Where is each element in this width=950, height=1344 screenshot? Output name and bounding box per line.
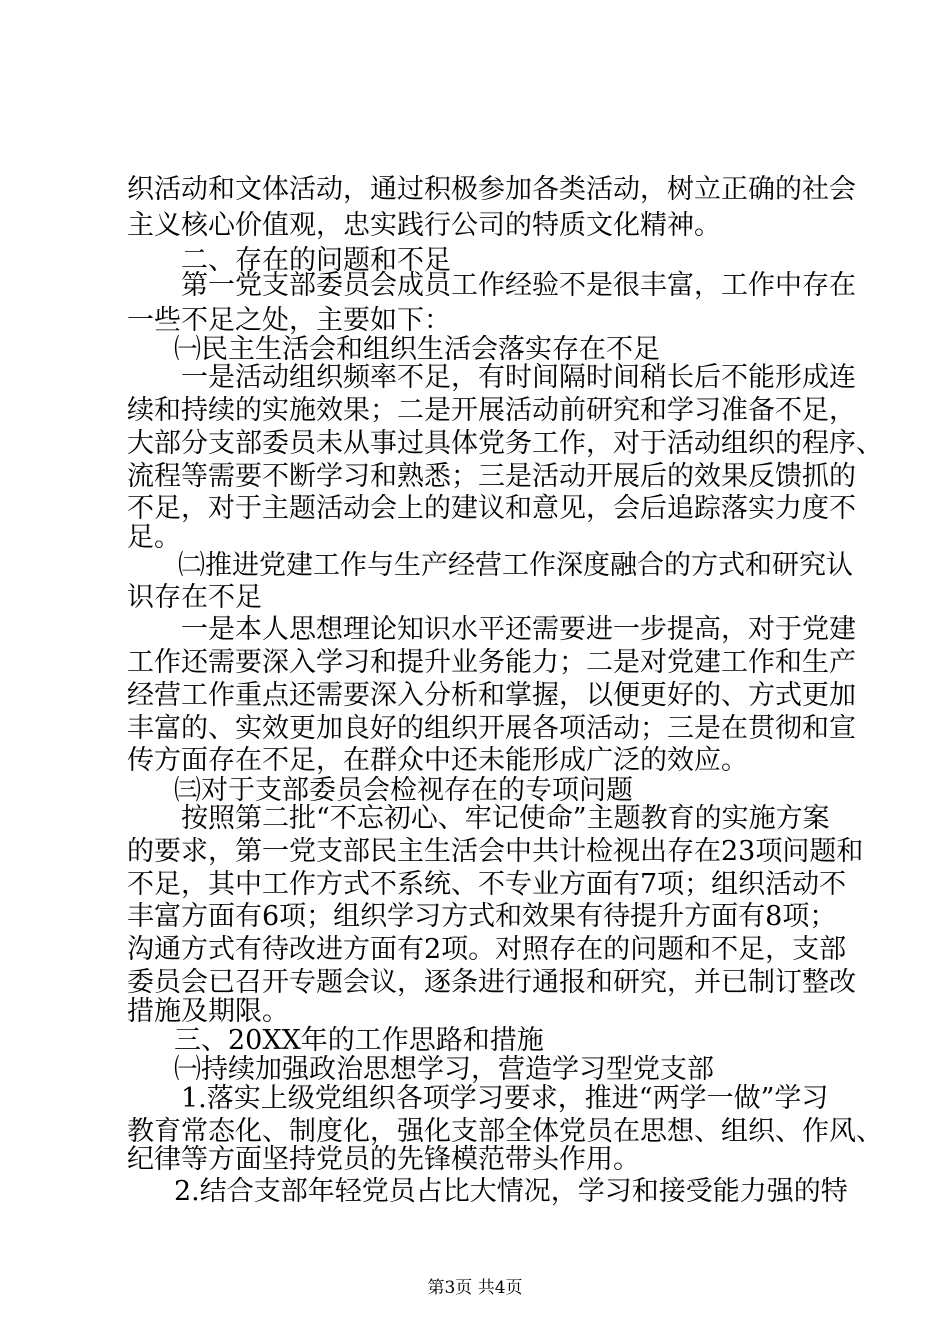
text-line: 不足，其中工作方式不系统、不专业方面有7项；组织活动不 [127,869,847,900]
text-line: 丰富的、实效更加良好的组织开展各项活动；三是在贯彻和宣 [127,713,856,744]
section-heading: 二、存在的问题和不足 [181,245,451,276]
text-line: 经营工作重点还需要深入分析和掌握，以便更好的、方式更加 [127,680,856,711]
text-line: 的要求，第一党支部民主生活会中共计检视出存在23项问题和 [127,836,864,867]
text-line: 措施及期限。 [127,996,289,1027]
text-line: 2.结合支部年轻党员占比大情况，学习和接受能力强的特 [174,1176,848,1207]
text-line: 续和持续的实施效果；二是开展活动前研究和学习准备不足， [127,395,856,426]
text-line: 1.落实上级党组织各项学习要求，推进“两学一做”学习 [181,1083,829,1114]
text-line: 纪律等方面坚持党员的先锋模范带头作用。 [127,1144,640,1175]
text-line: 织活动和文体活动，通过积极参加各类活动，树立正确的社会 [127,174,856,205]
text-line: 工作还需要深入学习和提升业务能力；二是对党建工作和生产 [127,647,856,678]
text-line: 主义核心价值观，忠实践行公司的特质文化精神。 [127,210,721,241]
text-line: 丰富方面有6项；组织学习方式和效果有待提升方面有8项； [127,901,837,932]
subsection-heading: ㈢对于支部委员会检视存在的专项问题 [174,775,633,806]
text-line: 一是活动组织频率不足，有时间隔时间稍长后不能形成连 [181,362,856,393]
subsection-heading: ㈡推进党建工作与生产经营工作深度融合的方式和研究认 [178,550,853,581]
text-line: 第一党支部委员会成员工作经验不是很丰富，工作中存在 [181,270,856,301]
text-line: 一是本人思想理论知识水平还需要进一步提高，对于党建 [181,614,856,645]
text-line: 传方面存在不足，在群众中还未能形成广泛的效应。 [127,745,748,776]
text-line: 不足，对于主题活动会上的建议和意见，会后追踪落实力度不 [127,493,856,524]
text-line: 沟通方式有待改进方面有2项。对照存在的问题和不足，支部 [127,934,847,965]
text-line: 委员会已召开专题会议，逐条进行通报和研究，并已制订整改 [127,967,856,998]
text-line: 识存在不足 [127,582,262,613]
text-line: 教育常态化、制度化，强化支部全体党员在思想、组织、作风、 [127,1116,883,1147]
text-line: 足。 [127,522,181,553]
section-heading: 三、20XX年的工作思路和措施 [174,1025,544,1056]
page-footer: 第3页 共4页 [427,1278,523,1298]
subsection-heading: ㈠持续加强政治思想学习，营造学习型党支部 [174,1054,714,1085]
text-line: 按照第二批“不忘初心、牢记使命”主题教育的实施方案 [181,803,830,834]
subsection-heading: ㈠民主生活会和组织生活会落实存在不足 [174,334,660,365]
text-line: 一些不足之处，主要如下： [127,305,451,336]
text-line: 流程等需要不断学习和熟悉；三是活动开展后的效果反馈抓的 [127,461,856,492]
text-line: 大部分支部委员未从事过具体党务工作，对于活动组织的程序、 [127,428,883,459]
